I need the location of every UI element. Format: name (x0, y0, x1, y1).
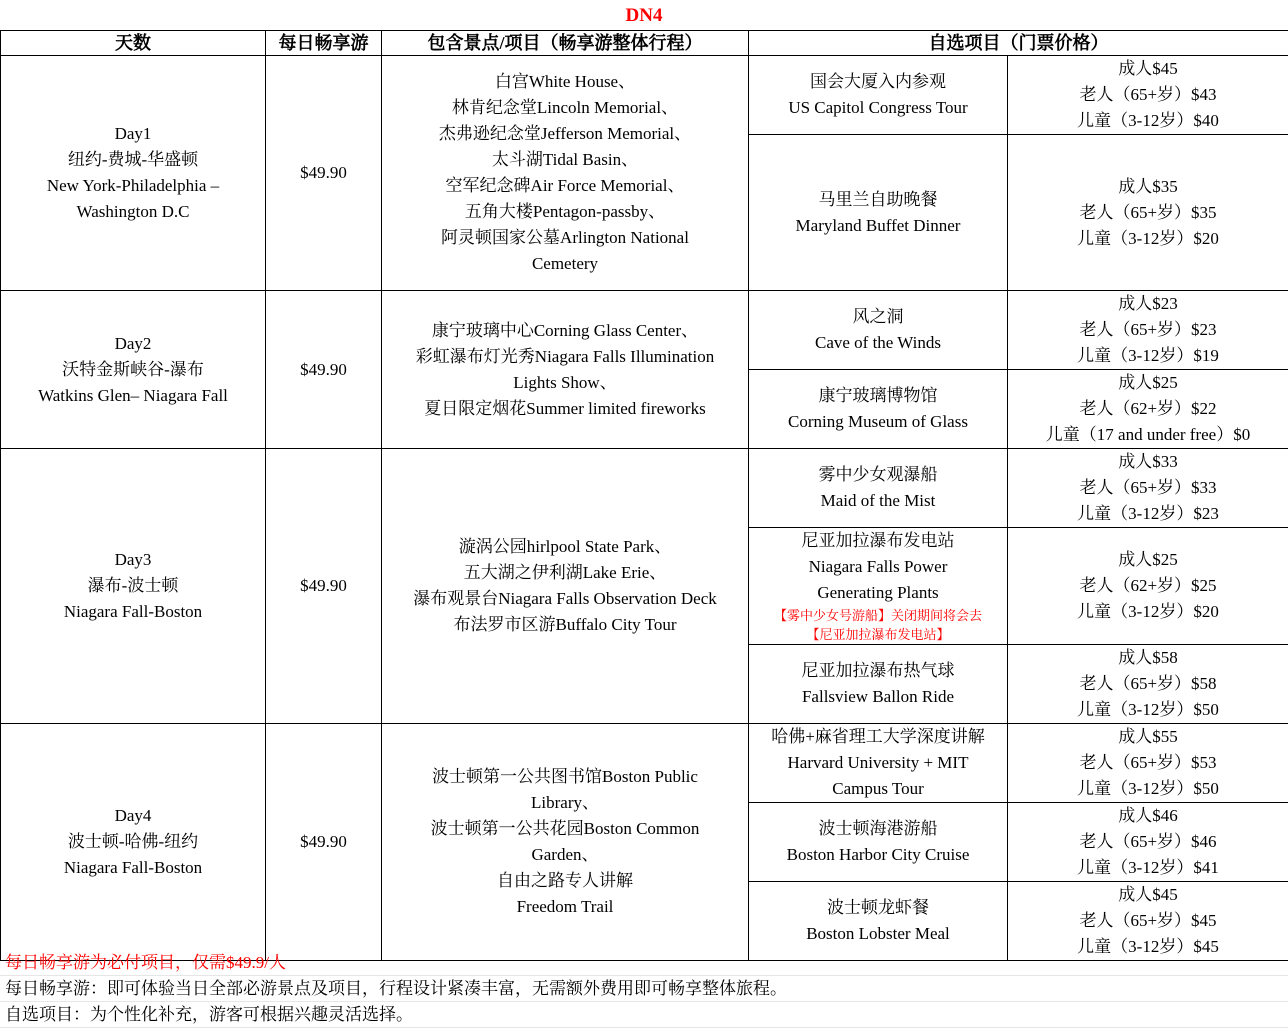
option-name-cn: 马里兰自助晚餐 (818, 189, 938, 209)
list-item: 漩涡公园hirlpool State Park、 (458, 537, 672, 556)
header-row (1, 31, 1288, 56)
option-name (749, 882, 1008, 961)
option-prices (1008, 645, 1288, 724)
price-child: 儿童（17 and under free）$0 (1045, 425, 1251, 444)
day-label: Day2 (114, 333, 152, 353)
option-name (749, 291, 1008, 370)
day-label: Day3 (114, 550, 152, 569)
price-senior: 老人（62+岁）$22 (1079, 399, 1217, 418)
option-prices (1008, 528, 1288, 645)
list-item: 阿灵顿国家公墓Arlington National (441, 228, 689, 247)
option-name-cn: 尼亚加拉瀑布发电站 (801, 531, 955, 550)
list-item: 夏日限定烟花Summer limited fireworks (424, 398, 706, 418)
price-senior: 老人（65+岁）$45 (1079, 911, 1217, 930)
sheet-title: DN4 (625, 5, 663, 26)
footer-required-note (0, 950, 1288, 976)
price-child: 儿童（3-12岁）$41 (1077, 858, 1219, 877)
list-item: 波士顿第一公共花园Boston Common (430, 819, 700, 838)
option-prices (1008, 135, 1288, 291)
table-row (1, 291, 1288, 370)
list-item: 瀑布观景台Niagara Falls Observation Deck (413, 589, 717, 608)
price-senior: 老人（65+岁）$58 (1079, 674, 1217, 693)
list-item: Freedom Trail (516, 897, 614, 916)
footer-optional-text: 自选项目：为个性化补充，游客可根据兴趣灵活选择。 (5, 1005, 413, 1024)
list-item: 布法罗市区游Buffalo City Tour (453, 615, 677, 634)
day-label: Day4 (114, 806, 152, 825)
list-item: 太斗湖Tidal Basin、 (491, 150, 639, 169)
itinerary-table (0, 30, 1288, 961)
option-prices (1008, 56, 1288, 135)
option-name (749, 528, 1008, 645)
option-prices (1008, 370, 1288, 449)
option-name-en-2: Generating Plants (817, 583, 939, 602)
route-en-2: Washington D.C (76, 202, 190, 221)
included-list (382, 724, 749, 961)
route-cn: 波士顿-哈佛-纽约 (67, 832, 199, 851)
list-item: 波士顿第一公共图书馆Boston Public (432, 767, 698, 786)
table-row (1, 449, 1288, 528)
price-child: 儿童（3-12岁）$20 (1077, 228, 1219, 248)
route-cn: 瀑布-波士顿 (87, 576, 179, 595)
header-included: 包含景点/项目（畅享游整体行程） (382, 31, 749, 56)
footer-optional-desc (0, 1002, 1288, 1028)
list-item: Library、 (531, 793, 599, 812)
option-name-en: Niagara Falls Power (808, 557, 948, 576)
option-name-en: Harvard University + MIT (787, 753, 969, 772)
price-child: 儿童（3-12岁）$23 (1077, 504, 1219, 523)
option-name (749, 449, 1008, 528)
price-child: 儿童（3-12岁）$50 (1077, 779, 1219, 798)
price-adult: 成人$25 (1118, 373, 1178, 392)
list-item: 杰弗逊纪念堂Jefferson Memorial、 (438, 124, 692, 143)
option-name-en: US Capitol Congress Tour (788, 98, 968, 117)
daily-price: $49.90 (266, 56, 382, 291)
option-name (749, 803, 1008, 882)
price-child: 儿童（3-12岁）$20 (1077, 602, 1219, 621)
price-senior: 老人（65+岁）$53 (1079, 753, 1217, 772)
option-name-cn: 尼亚加拉瀑布热气球 (801, 661, 955, 680)
price-child: 儿童（3-12岁）$19 (1077, 346, 1219, 365)
route-en: Niagara Fall-Boston (63, 858, 203, 877)
footer-daily-text: 每日畅享游：即可体验当日全部必游景点及项目，行程设计紧凑丰富，无需额外费用即可畅享整体旅程。 (5, 979, 787, 998)
option-name (749, 645, 1008, 724)
option-name-cn: 康宁玻璃博物馆 (818, 386, 938, 405)
price-adult: 成人$25 (1118, 550, 1178, 569)
list-item: 林肯纪念堂Lincoln Memorial、 (451, 98, 679, 117)
option-name-cn: 波士顿海港游船 (818, 819, 938, 838)
price-senior: 老人（65+岁）$43 (1079, 85, 1217, 104)
option-name-en: Boston Harbor City Cruise (786, 845, 970, 864)
list-item: 五大湖之伊利湖Lake Erie、 (463, 563, 667, 582)
price-adult: 成人$46 (1118, 806, 1178, 825)
option-name (749, 135, 1008, 291)
option-name-en: Boston Lobster Meal (806, 924, 950, 943)
option-name-cn: 国会大厦入内参观 (810, 72, 946, 91)
table-row (1, 56, 1288, 135)
option-name-cn: 风之洞 (852, 307, 904, 326)
included-list (382, 449, 749, 724)
daily-price: $49.90 (266, 291, 382, 449)
footer-daily-desc (0, 976, 1288, 1002)
option-name-en: Fallsview Ballon Ride (801, 687, 955, 706)
route-en: Niagara Fall-Boston (63, 602, 203, 621)
price-senior: 老人（65+岁）$23 (1079, 320, 1217, 339)
option-name-en-2: Campus Tour (832, 779, 924, 798)
option-name-cn: 雾中少女观瀑船 (818, 465, 938, 484)
price-adult: 成人$33 (1118, 452, 1178, 471)
day-cell (1, 724, 266, 961)
list-item: 彩虹瀑布灯光秀Niagara Falls Illumination (415, 346, 715, 366)
option-name-en: Corning Museum of Glass (788, 412, 968, 431)
price-child: 儿童（3-12岁）$40 (1077, 111, 1219, 130)
price-adult: 成人$58 (1118, 648, 1178, 667)
list-item: 空军纪念碑Air Force Memorial、 (445, 176, 685, 195)
price-adult: 成人$35 (1118, 176, 1178, 196)
option-name-en: Maryland Buffet Dinner (795, 215, 961, 235)
header-days: 天数 (1, 31, 266, 56)
option-name (749, 56, 1008, 135)
option-name (749, 370, 1008, 449)
price-child: 儿童（3-12岁）$50 (1077, 700, 1219, 719)
day-label: Day1 (114, 124, 152, 143)
daily-price: $49.90 (266, 449, 382, 724)
price-adult: 成人$23 (1118, 294, 1178, 313)
list-item: Lights Show、 (513, 372, 617, 392)
day-cell (1, 291, 266, 449)
price-senior: 老人（65+岁）$46 (1079, 832, 1217, 851)
option-name-cn: 波士顿龙虾餐 (827, 898, 929, 917)
route-en: Watkins Glen– Niagara Fall (38, 385, 228, 405)
option-prices (1008, 882, 1288, 961)
daily-price: $49.90 (266, 724, 382, 961)
list-item: Cemetery (531, 254, 599, 273)
option-name-en: Cave of the Winds (814, 333, 941, 352)
price-senior: 老人（65+岁）$35 (1079, 202, 1217, 222)
route-cn: 纽约-费城-华盛顿 (67, 150, 199, 169)
option-name-cn: 哈佛+麻省理工大学深度讲解 (771, 727, 985, 746)
option-prices (1008, 291, 1288, 370)
list-item: 自由之路专人讲解 (497, 871, 633, 890)
included-list (382, 291, 749, 449)
option-name (749, 724, 1008, 803)
list-item: 白宫White House、 (494, 72, 636, 91)
option-note: 【雾中少女号游船】关闭期间将会去 (773, 608, 982, 623)
option-prices (1008, 724, 1288, 803)
option-prices (1008, 803, 1288, 882)
footer-required-text: 每日畅享游为必付项目，仅需$49.9/人 (5, 953, 286, 972)
list-item: 康宁玻璃中心Corning Glass Center、 (431, 320, 699, 340)
header-daily: 每日畅享游 (266, 31, 382, 56)
route-cn: 沃特金斯峡谷-瀑布 (62, 359, 204, 379)
price-adult: 成人$45 (1118, 59, 1178, 78)
included-list (382, 56, 749, 291)
day-cell (1, 56, 266, 291)
option-prices (1008, 449, 1288, 528)
option-note-2: 【尼亚加拉瀑布发电站】 (806, 627, 950, 642)
day-cell (1, 449, 266, 724)
list-item: 五角大楼Pentagon-passby、 (464, 202, 666, 221)
price-senior: 老人（62+岁）$25 (1079, 576, 1217, 595)
price-senior: 老人（65+岁）$33 (1079, 478, 1217, 497)
list-item: Garden、 (531, 845, 599, 864)
price-child: 儿童（3-12岁）$45 (1077, 937, 1219, 956)
table-row (1, 724, 1288, 803)
route-en: New York-Philadelphia – (46, 176, 220, 195)
option-name-en: Maid of the Mist (820, 491, 936, 510)
price-adult: 成人$55 (1118, 727, 1178, 746)
header-optional: 自选项目（门票价格） (749, 31, 1288, 56)
price-adult: 成人$45 (1118, 885, 1178, 904)
